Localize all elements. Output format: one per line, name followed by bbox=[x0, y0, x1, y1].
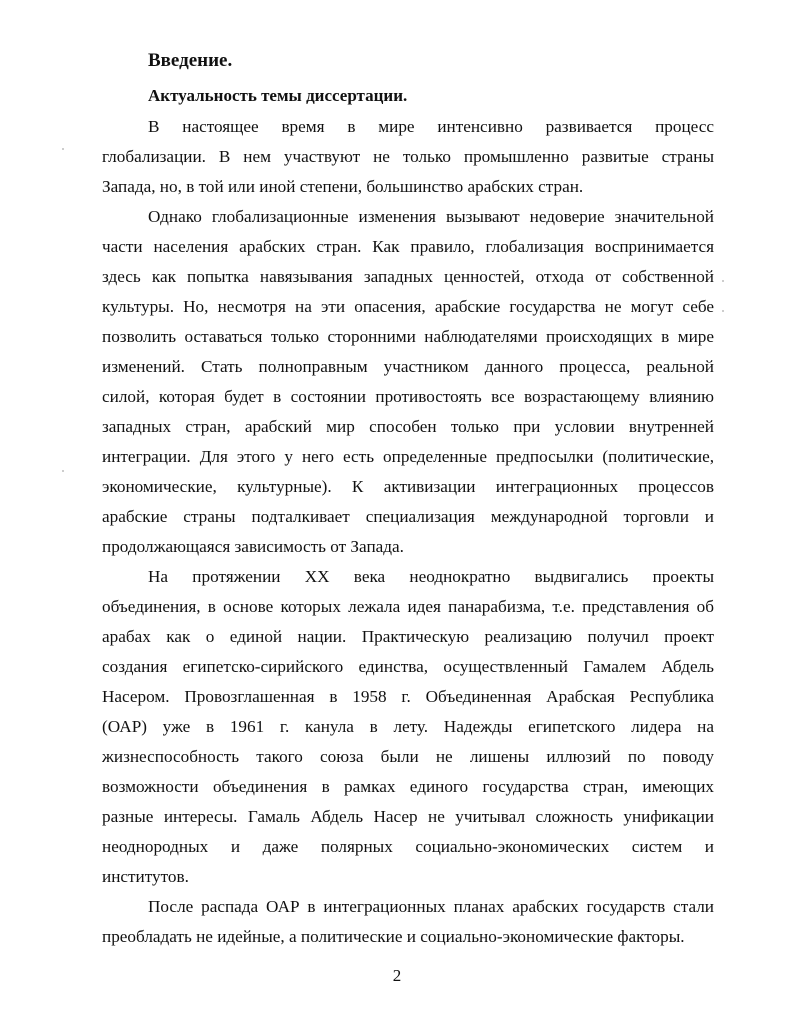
page-number: 2 bbox=[392, 966, 402, 985]
paragraph-line: интеграции. Для этого у него есть определенные предпосылки (политические, bbox=[102, 447, 714, 466]
paragraph-line: В настоящее время в мире интенсивно развивается процесс bbox=[148, 117, 714, 136]
paragraph-line: неоднородных и даже полярных социально-экономических систем и bbox=[102, 837, 714, 856]
scan-speck bbox=[722, 280, 724, 282]
scan-speck bbox=[62, 470, 64, 472]
paragraph-line: разные интересы. Гамаль Абдель Насер не учитывал сложность унификации bbox=[102, 807, 714, 826]
paragraph-line: преобладать не идейные, а политические и социально-экономические факторы. bbox=[102, 927, 685, 946]
paragraph-4 bbox=[102, 892, 714, 952]
scan-speck bbox=[62, 148, 64, 150]
paragraph-line: объединения, в основе которых лежала идея панарабизма, т.е. представления об bbox=[102, 597, 714, 616]
paragraph-3 bbox=[102, 562, 714, 892]
paragraph-line: арабах как о единой нации. Практическую реализацию получил проект bbox=[102, 627, 714, 646]
paragraph-line: После распада ОАР в интеграционных планах арабских государств стали bbox=[148, 897, 714, 916]
section-heading: Введение. bbox=[148, 50, 233, 71]
paragraph-line: здесь как попытка навязывания западных ценностей, отхода от собственной bbox=[102, 267, 714, 286]
paragraph-1 bbox=[102, 112, 714, 202]
paragraph-line: части населения арабских стран. Как правило, глобализация воспринимается bbox=[102, 237, 714, 256]
paragraph-line: жизнеспособность такого союза были не лишены иллюзий по поводу bbox=[102, 747, 714, 766]
paragraph-line: создания египетско-сирийского единства, осуществленный Гамалем Абдель bbox=[102, 657, 714, 676]
paragraph-line: культуры. Но, несмотря на эти опасения, арабские государства не могут себе bbox=[102, 297, 714, 316]
scan-speck bbox=[722, 310, 724, 312]
paragraph-line: институтов. bbox=[102, 867, 189, 886]
paragraph-line: продолжающаяся зависимость от Запада. bbox=[102, 537, 404, 556]
paragraph-line: На протяжении XX века неоднократно выдвигались проекты bbox=[148, 567, 714, 586]
paragraph-line: арабские страны подталкивает специализация международной торговли и bbox=[102, 507, 714, 526]
paragraph-line: западных стран, арабский мир способен только при условии внутренней bbox=[102, 417, 714, 436]
paragraph-line: Однако глобализационные изменения вызывают недоверие значительной bbox=[148, 207, 714, 226]
paragraph-line: изменений. Стать полноправным участником данного процесса, реальной bbox=[102, 357, 714, 376]
paragraph-line: экономические, культурные). К активизации интеграционных процессов bbox=[102, 477, 714, 496]
paragraph-2 bbox=[102, 202, 714, 562]
paragraph-line: позволить оставаться только сторонними наблюдателями происходящих в мире bbox=[102, 327, 714, 346]
paragraph-line: глобализации. В нем участвуют не только промышленно развитые страны bbox=[102, 147, 714, 166]
paragraph-line: (ОАР) уже в 1961 г. канула в лету. Надежды египетского лидера на bbox=[102, 717, 714, 736]
paragraph-line: силой, которая будет в состоянии противостоять все возрастающему влиянию bbox=[102, 387, 714, 406]
paragraph-line: Насером. Провозглашенная в 1958 г. Объединенная Арабская Республика bbox=[102, 687, 714, 706]
paragraph-line: возможности объединения в рамках единого государства стран, имеющих bbox=[102, 777, 714, 796]
paragraph-line: Запада, но, в той или иной степени, большинство арабских стран. bbox=[102, 177, 584, 196]
subsection-heading: Актуальность темы диссертации. bbox=[148, 86, 408, 105]
